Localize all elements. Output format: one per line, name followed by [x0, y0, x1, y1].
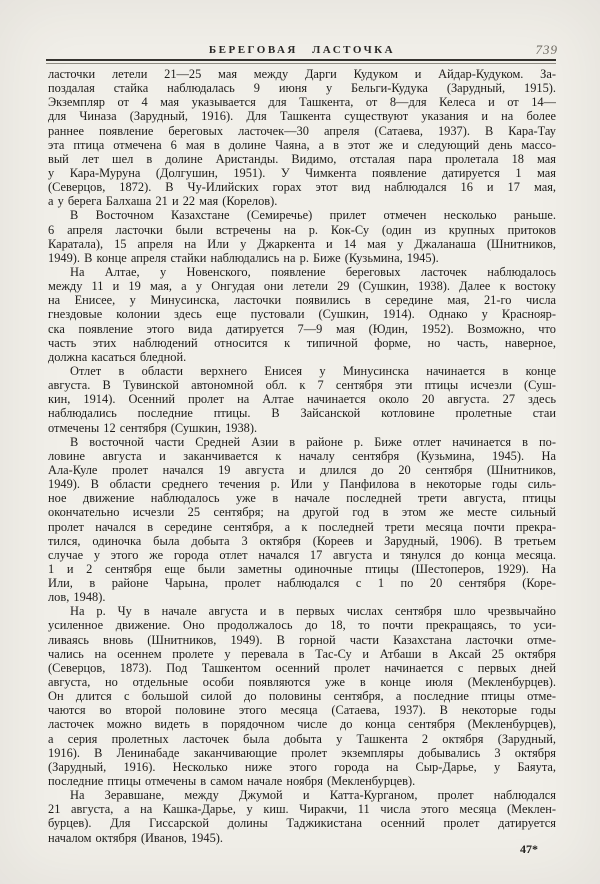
text-line: тился, одиночка была добыта 3 октября (Кореев и Зарудный, 1906). В третьем: [48, 533, 556, 548]
text-line: В восточной части Средней Азии в районе р. Биже отлет начинается в по-: [70, 434, 556, 449]
text-line: На Зеравшане, между Джумой и Катта-Курганом, пролет наблюдался: [70, 788, 556, 803]
text-line: наблюдались последние птицы. В Зайсанской котловине пролетные стаи: [48, 406, 556, 421]
text-line: ска появление этого вида датируется 7—9 мая (Юдин, 1952). Возможно, что: [48, 321, 556, 336]
text-line: 6 апреля ласточки были встречены на р. Кок-Су (один из крупных притоков: [48, 222, 556, 237]
text-line: эта птица отмечена 6 мая в долине Чаяна, а в этот же и следующий день массо-: [48, 137, 556, 152]
text-line: Ала-Куле пролет начался 19 августа и длился до 20 сентября (Шнитников,: [48, 462, 556, 477]
text-line: ливаясь вновь (Шнитников, 1949). В горной части Казахстана ласточки отме-: [48, 632, 556, 647]
text-line: началом октября (Иванов, 1945).: [48, 830, 223, 845]
text-line: на Енисее, у Минусинска, ласточки появились в середине мая, 21-го числа: [48, 293, 556, 308]
paragraph: [48, 788, 556, 845]
text-line: Каратала), 15 апреля на Или у Джаркента и 14 мая у Джаланаша (Шнитников,: [48, 236, 556, 251]
text-line: ловине августа и заканчивается к началу сентября (Кузьмина, 1945). На: [48, 448, 556, 463]
text-block: [48, 67, 556, 845]
text-line: 1 и 2 сентября еще были заметны одиночные птицы (Шестоперов, 1929). На: [48, 561, 556, 576]
text-line: окончательно исчезли 25 сентября; на другой год в этом же месте сильный: [48, 505, 556, 520]
text-line: лов, 1948).: [48, 590, 106, 605]
text-line: должна касаться бледной.: [48, 349, 187, 364]
paragraph: [48, 604, 556, 788]
text-line: ное движение наблюдалось уже в начале последней трети августа, птицы: [48, 491, 556, 506]
paragraph: [48, 435, 556, 605]
text-line: августа, но отдельные особи появляются уже в конце июля (Мекленбурцев).: [48, 675, 556, 690]
text-line: часть этих наблюдений относится к типичной форме, но часть, наверное,: [48, 335, 556, 350]
text-line: между 11 и 19 мая, а у Онгудая они летели 29 (Сушкин, 1938). Далее к востоку: [48, 279, 556, 294]
text-line: случае у этого же города отлет начался 17 августа и тянулся до конца месяца.: [48, 547, 556, 562]
text-line: Отлет в области верхнего Енисея у Минусинска начинается в конце: [70, 363, 556, 378]
text-line: гнездовые колонии здесь еще пустовали (Сушкин, 1914). Однако у Краснояр-: [48, 307, 556, 322]
text-line: а у берега Балхаша 21 и 22 мая (Корелов).: [48, 194, 278, 209]
paragraph: [48, 364, 556, 435]
text-line: кин, 1914). Осенний пролет на Алтае начинается около 20 августа. 27 здесь: [48, 392, 556, 407]
text-line: чались на осеннем пролете у перевала в Тас-Су и Атбаши в Аксай 25 октября: [48, 646, 556, 661]
paragraph: [48, 265, 556, 364]
text-line: пролет начался в середине сентября, а к последней трети месяца почти прекра-: [48, 519, 556, 534]
paragraph: [48, 67, 556, 208]
text-line: Или, в районе Чарына, пролет наблюдался с 1 по 20 сентября (Коре-: [48, 576, 556, 591]
text-line: 1949). В конце апреля стайки наблюдались на р. Биже (Кузьмина, 1945).: [48, 250, 439, 265]
text-line: чаются во второй половине этого месяца (Сатаева, 1937). В некоторые годы: [48, 703, 556, 718]
text-line: Экземпляр от 4 мая указывается для Ташкента, от 8—для Келеса и от 14—: [48, 95, 556, 110]
text-line: бурцев). Для Гиссарской долины Таджикистана осенний пролет датируется: [48, 816, 556, 831]
running-header-title: БЕРЕГОВАЯ ЛАСТОЧКА: [208, 44, 396, 56]
text-line: вый лет шел в долине Аристанды. Видимо, отсталая пара пролетала 18 мая: [48, 151, 556, 166]
text-line: 1949). В области среднего течения р. Или у Панфилова в некоторые годы силь-: [48, 477, 556, 492]
text-line: (Зарудный, 1916). Несколько ниже этого города на Сыр-Дарье, у Баяута,: [48, 759, 556, 774]
text-line: усиленное движение. Оно продолжалось до 18, то почти прекращаясь, то уси-: [48, 618, 556, 633]
text-line: (Северцов, 1873). Под Ташкентом осенний пролет начинается с первых дней: [48, 660, 556, 675]
text-line: отмечены 12 сентября (Сушкин, 1938).: [48, 420, 258, 435]
text-line: ласточки летели 21—25 мая между Дарги Кудуком и Айдар-Кудуком. За-: [48, 67, 556, 81]
text-line: для Чиназа (Зарудный, 1916). Для Ташкента существуют указания и на более: [48, 109, 556, 124]
text-line: В Восточном Казахстане (Семиречье) прилет отмечен несколько раньше.: [70, 208, 556, 223]
text-line: Он длится с большой силой до половины сентября, а последние птицы отме-: [48, 689, 556, 704]
text-line: последние птицы отмечены в самом начале ноября (Мекленбурцев).: [48, 774, 416, 789]
text-line: раннее появление береговых ласточек—30 апреля (Сатаева, 1937). В Кара-Тау: [48, 123, 556, 138]
text-line: ласточек можно видеть в порядочном числе до конца сентября (Мекленбурцев),: [48, 717, 556, 732]
text-line: поздалая стайка наблюдалась 9 июня у Бельги-Кудука (Зарудный, 1915).: [48, 81, 556, 96]
text-line: 21 августа, а на Кашка-Дарье, у киш. Чиракчи, 11 числа этого месяца (Меклен-: [48, 802, 556, 817]
paragraph: [48, 208, 556, 265]
footer-signature: 47*: [520, 842, 538, 856]
text-line: На р. Чу в начале августа и в первых числах сентября шло чрезвычайно: [70, 604, 556, 619]
text-line: а серия пролетных ласточек была добыта у Ташкента 2 октября (Зарудный,: [48, 731, 556, 746]
header-divider-rule: [46, 59, 556, 64]
page-number: 739: [535, 42, 558, 57]
text-line: 1916). В Ленинабаде заканчивающие пролет экземпляры добывались 3 октября: [48, 745, 556, 760]
text-line: (Северцов, 1872). В Чу-Илийских горах этот вид наблюдался 16 и 17 мая,: [48, 180, 556, 195]
text-line: На Алтае, у Новенского, появление береговых ласточек наблюдалось: [70, 264, 556, 279]
text-line: августа. В Тувинской автономной обл. к 7 сентября эти птицы исчезли (Суш-: [48, 378, 556, 393]
text-line: у Кара-Муруна (Долгушин, 1951). У Чимкента появление датируется 1 мая: [48, 165, 556, 180]
